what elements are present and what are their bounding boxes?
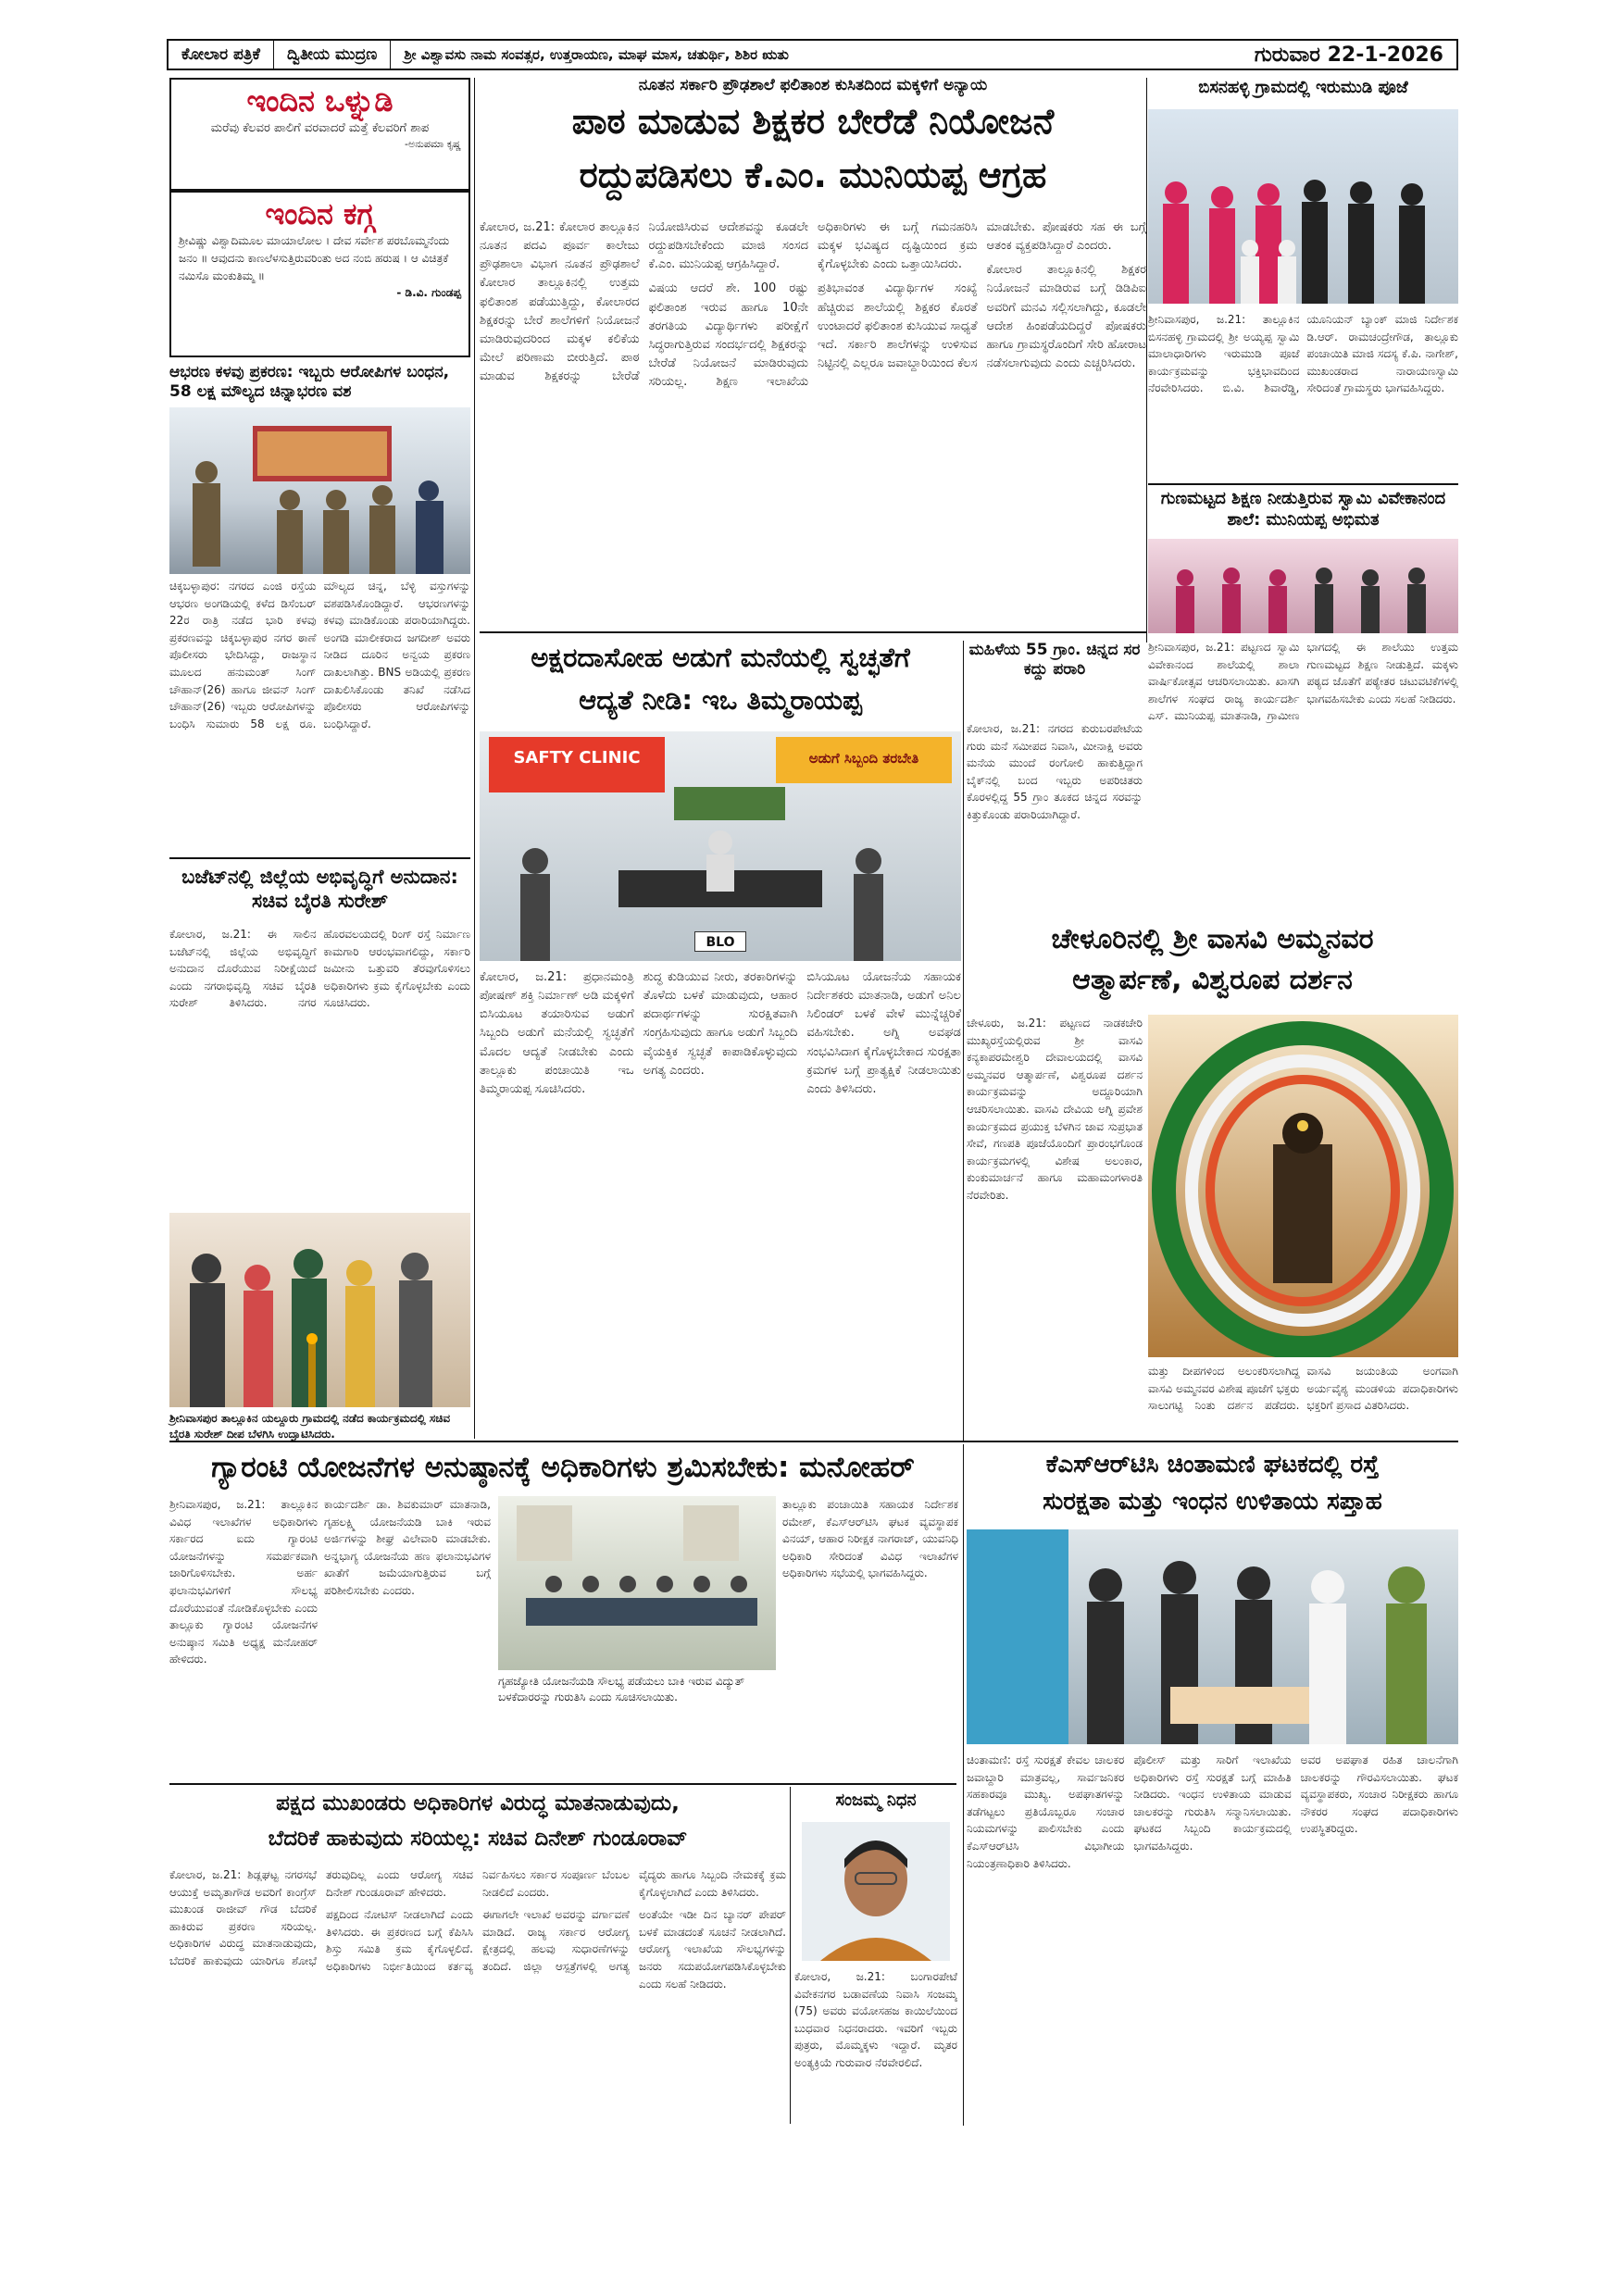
dinesh-col-2: ಪಕ್ಷದಿಂದ ನೋಟಿಸ್ ನೀಡಲಾಗಿದೆ ಎಂದು ತಿಳಿಸಿದರು. ಈ ಪ್ರಕರಣದ ಬಗ್ಗೆ ಕೆಪಿಸಿಸಿ ಶಿಸ್ತು ಸಮಿತಿ ಕ್ರಮ ಕೈಗೊಳ್ಳಲಿದೆ. ಅಧಿಕಾರಿಗಳು ನಿರ್ಭೀತಿಯಿಂದ ಕರ್ತವ್ಯ ನಿರ್ವಹಿಸಲು ಸರ್ಕಾರ ಸಂಪೂರ್ಣ ಬೆಂಬಲ ನೀಡಲಿದೆ ಎಂದರು. bbox=[326, 1868, 630, 1973]
akshara-article bbox=[480, 968, 961, 1387]
ksrtc-headline-1: ಕೆಎಸ್ಆರ್‌ಟಿಸಿ ಚಿಂತಾಮಣಿ ಘಟಕದಲ್ಲಿ ರಸ್ತೆ bbox=[1045, 1451, 1380, 1479]
portrait-illustration bbox=[802, 1822, 950, 1961]
theft-headline: ಆಭರಣ ಕಳವು ಪ್ರಕರಣ: ಇಬ್ಬರು ಆರೋಪಿಗಳ ಬಂಧನ, 58 ಲಕ್ಷ ಮೌಲ್ಯದ ಚಿನ್ನಾಭರಣ ವಶ bbox=[169, 363, 450, 402]
edition-label: ದ್ವಿತೀಯ ಮುದ್ರಣ bbox=[286, 45, 378, 64]
calendar-line: ಶ್ರೀ ವಿಶ್ವಾವಸು ನಾಮ ಸಂವತ್ಸರ, ಉತ್ತರಾಯಣ, ಮಾಘ ಮಾಸ, ಚತುರ್ಥಿ, ಶಿಶಿರ ಋತು bbox=[404, 46, 789, 63]
vasavi-photo bbox=[1148, 1015, 1458, 1357]
issue-date: ಗುರುವಾರ 22-1-2026 bbox=[1254, 43, 1443, 67]
vasavi-text: ಚೇಳೂರು, ಜ.21: ಪಟ್ಟಣದ ನಾಡಕಚೇರಿ ಮುಖ್ಯರಸ್ತೆಯಲ್ಲಿರುವ ಶ್ರೀ ವಾಸವಿ ಕನ್ಯಕಾಪರಮೇಶ್ವರಿ ದೇವಾಲಯದಲ್ಲಿ ವಾಸವಿ ಅಮ್ಮನವರ ಆತ್ಮಾರ್ಪಣೆ, ವಿಶ್ವರೂಪ ದರ್ಶನ ಕಾರ್ಯಕ್ರಮವನ್ನು ಅದ್ದೂರಿಯಾಗಿ ಆಚರಿಸಲಾಯಿತು. ವಾಸವಿ ದೇವಿಯ ಅಗ್ನಿ ಪ್ರವೇಶ ಕಾರ್ಯಕ್ರಮದ ಪ್ರಯುಕ್ತ ಬೆಳಗಿನ ಜಾವ ಸುಪ್ರಭಾತ ಸೇವೆ, ಗಣಪತಿ ಪೂಜೆಯೊಂದಿಗೆ ಪ್ರಾರಂಭಗೊಂಡ ಕಾರ್ಯಕ್ರಮಗಳಲ್ಲಿ ವಿಶೇಷ ಅಲಂಕಾರ, ಕುಂಕುಮಾರ್ಚನೆ ಹಾಗೂ ಮಹಾಮಂಗಳಾರತಿ ನೆರವೇರಿತು. bbox=[967, 1017, 1143, 1202]
thought-box bbox=[169, 78, 470, 191]
obit-title: ಸಂಜಮ್ಮ ನಿಧನ bbox=[835, 1791, 917, 1810]
vasavi-article-2 bbox=[1148, 1363, 1458, 1437]
dinesh-col-4: ಅಂತೆಯೇ ಇಡೀ ದಿನ ಬ್ಯಾನರ್ ಪೇಪರ್ ಬಳಕೆ ಮಾಡದಂತೆ ಸೂಚನೆ ನೀಡಲಾಗಿದೆ. ಆರೋಗ್ಯ ಇಲಾಖೆಯ ಸೌಲಭ್ಯಗಳನ್ನು ಜನರು ಸದುಪಯೋಗಪಡಿಸಿಕೊಳ್ಳಬೇಕು ಎಂದು ಸಲಹೆ ನೀಡಿದರು. bbox=[639, 1908, 786, 1990]
ksrtc-col-3: ಅವರ ಅಪಘಾತ ರಹಿತ ಚಾಲನೆಗಾಗಿ ಚಾಲಕರನ್ನು ಗೌರವಿಸಲಾಯಿತು. ಘಟಕ ವ್ಯವಸ್ಥಾಪಕರು, ಸಂಚಾರ ನಿರೀಕ್ಷಕರು ಹಾಗೂ ನೌಕರರ ಸಂಘದ ಪದಾಧಿಕಾರಿಗಳು ಉಪಸ್ಥಿತರಿದ್ದರು. bbox=[1300, 1753, 1458, 1836]
budget-headline: ಬಜೆಟ್‌ನಲ್ಲಿ ಜಿಲ್ಲೆಯ ಅಭಿವೃದ್ಧಿಗೆ ಅನುದಾನ: ಸಚಿವ ಬೈರತಿ ಸುರೇಶ್ bbox=[181, 866, 458, 913]
dinesh-headline-1: ಪಕ್ಷದ ಮುಖಂಡರು ಅಧಿಕಾರಿಗಳ ವಿರುದ್ಧ ಮಾತನಾಡುವುದು, bbox=[276, 1791, 680, 1816]
vasavi-article bbox=[967, 1015, 1143, 1404]
divider bbox=[169, 1783, 956, 1785]
thought-text: ಮರೆವು ಕೆಲವರ ಪಾಲಿಗೆ ವರವಾದರೆ ಮತ್ತೆ ಕೆಲವರಿಗೆ ಶಾಪ bbox=[210, 121, 430, 135]
vasavi-headline-2: ಆತ್ಮಾರ್ಪಣೆ, ವಿಶ್ವರೂಪ ದರ್ಶನ bbox=[1072, 964, 1353, 996]
school-text: ಶ್ರೀನಿವಾಸಪುರ, ಜ.21: ಪಟ್ಟಣದ ಸ್ವಾಮಿ ವಿವೇಕಾನಂದ ಶಾಲೆಯಲ್ಲಿ ಶಾಲಾ ವಾರ್ಷಿಕೋತ್ಸವ ಆಚರಿಸಲಾಯಿತು. ಖಾಸಗಿ ಶಾಲೆಗಳ ಸಂಘದ ರಾಜ್ಯ ಕಾರ್ಯದರ್ಶಿ ಎಸ್. ಮುನಿಯಪ್ಪ ಮಾತನಾಡಿ, ಗ್ರಾಮೀಣ ಭಾಗದಲ್ಲಿ ಈ ಶಾಲೆಯು ಉತ್ತಮ ಗುಣಮಟ್ಟದ ಶಿಕ್ಷಣ ನೀಡುತ್ತಿದೆ. ಮಕ್ಕಳು ಪಠ್ಯದ ಜೊತೆಗೆ ಪಠ್ಯೇತರ ಚಟುವಟಿಕೆಗಳಲ್ಲಿ ಭಾಗವಹಿಸಬೇಕು ಎಂದು ಸಲಹೆ ನೀಡಿದರು. bbox=[1148, 641, 1458, 723]
kagga-title: ಇಂದಿನ ಕಗ್ಗ bbox=[265, 196, 375, 231]
ksrtc-photo bbox=[967, 1529, 1458, 1744]
masthead bbox=[167, 39, 1458, 70]
theft-text: ಚಿಕ್ಕಬಳ್ಳಾಪುರ: ನಗರದ ಎಂಜಿ ರಸ್ತೆಯ ಆಭರಣ ಅಂಗಡಿಯಲ್ಲಿ ಕಳೆದ ಡಿಸೆಂಬರ್ 22ರ ರಾತ್ರಿ ನಡೆದ ಭಾರಿ ಕಳವು ಪ್ರಕರಣವನ್ನು ಚಿಕ್ಕಬಳ್ಳಾಪುರ ನಗರ ಠಾಣೆ ಪೊಲೀಸರು ಭೇದಿಸಿದ್ದು, ರಾಜಸ್ಥಾನ ಮೂಲದ ಹನುಮಂತ್ ಸಿಂಗ್ ಚೌಹಾನ್(26) ಹಾಗೂ ಜೀವನ್ ಸಿಂಗ್ ಚೌಹಾನ್(26) ಇಬ್ಬರು ಆರೋಪಿಗಳನ್ನು ಬಂಧಿಸಿ ಸುಮಾರು 58 ಲಕ್ಷ ರೂ. ಮೌಲ್ಯದ ಚಿನ್ನ, ಬೆಳ್ಳಿ ವಸ್ತುಗಳನ್ನು ವಶಪಡಿಸಿಕೊಂಡಿದ್ದಾರೆ. ಆಭರಣಗಳನ್ನು ಕಳವು ಮಾಡಿಕೊಂಡು ಪರಾರಿಯಾಗಿದ್ದರು. ಅಂಗಡಿ ಮಾಲೀಕರಾದ ಜಗದೀಶ್ ಅವರು ನೀಡಿದ ದೂರಿನ ಅನ್ವಯ ಪ್ರಕರಣ ದಾಖಲಾಗಿತ್ತು. BNS ಅಡಿಯಲ್ಲಿ ಪ್ರಕರಣ ದಾಖಲಿಸಿಕೊಂಡು ತನಿಖೆ ನಡೆಸಿದ ಪೊಲೀಸರು ಆರೋಪಿಗಳನ್ನು ಬಂಧಿಸಿದ್ದಾರೆ. bbox=[169, 580, 470, 730]
theft-photo bbox=[169, 407, 470, 574]
guarantee-text-3: ತಾಲ್ಲೂಕು ಪಂಚಾಯಿತಿ ಸಹಾಯಕ ನಿರ್ದೇಶಕ ರಮೇಶ್, ಕೆಎಸ್‌ಆರ್‌ಟಿಸಿ ಘಟಕ ವ್ಯವಸ್ಥಾಪಕ ವಿನಯ್, ಆಹಾರ ನಿರೀಕ್ಷಕ ನಾಗರಾಜ್, ಯುವನಿಧಿ ಅಧಿಕಾರಿ ಸೇರಿದಂತೆ ವಿವಿಧ ಇಲಾಖೆಗಳ ಅಧಿಕಾರಿಗಳು ಸಭೆಯಲ್ಲಿ ಭಾಗವಹಿಸಿದ್ದರು. bbox=[782, 1498, 958, 1580]
devotees-illustration bbox=[1148, 109, 1458, 304]
lead-col-2: ವಿಷಯ ಆದರೆ ಶೇ. 100 ರಷ್ಟು ಫಲಿತಾಂಶ ಇರುವ ಹಾಗೂ 10ನೇ ತರಗತಿಯ ವಿದ್ಯಾರ್ಥಿಗಳು ಪರೀಕ್ಷೆಗೆ ಸಿದ್ಧರಾಗುತ್ತಿರುವ ಸಂದರ್ಭದಲ್ಲಿ ಶಿಕ್ಷಕರನ್ನು ಬೇರೆಡೆ ನಿಯೋಜನೆ ಮಾಡಿರುವುದು ಸರಿಯಲ್ಲ. ಶಿಕ್ಷಣ ಇಲಾಖೆಯ ಅಧಿಕಾರಿಗಳು ಈ ಬಗ್ಗೆ ಗಮನಹರಿಸಿ ಮಕ್ಕಳ ಭವಿಷ್ಯದ ದೃಷ್ಟಿಯಿಂದ ಕ್ರಮ ಕೈಗೊಳ್ಳಬೇಕು ಎಂದು ಒತ್ತಾಯಿಸಿದರು. bbox=[648, 220, 978, 390]
divider bbox=[480, 631, 1146, 633]
lead-kicker: ನೂತನ ಸರ್ಕಾರಿ ಪ್ರೌಢಶಾಲೆ ಫಲಿತಾಂಶ ಕುಸಿತದಿಂದ ಮಕ್ಕಳಿಗೆ ಅನ್ಯಾಯ bbox=[638, 76, 988, 94]
safety-banner: SAFTY CLINIC bbox=[513, 748, 641, 767]
goddess-decoration-illustration bbox=[1148, 1015, 1458, 1357]
akshara-headline-2: ಆದ್ಯತೆ ನೀಡಿ: ಇಒ ತಿಮ್ಮರಾಯಪ್ಪ bbox=[579, 684, 862, 716]
irumudi-title: ಬಿಸನಹಳ್ಳಿ ಗ್ರಾಮದಲ್ಲಿ ಇರುಮುಡಿ ಪೂಜೆ bbox=[1198, 78, 1408, 97]
column-rule bbox=[963, 1444, 964, 2126]
dinesh-col-3: ಈಗಾಗಲೇ ಇಲಾಖೆ ಅವರನ್ನು ವರ್ಗಾವಣೆ ಮಾಡಿದೆ. ರಾಜ್ಯ ಸರ್ಕಾರ ಆರೋಗ್ಯ ಕ್ಷೇತ್ರದಲ್ಲಿ ಹಲವು ಸುಧಾರಣೆಗಳನ್ನು ತಂದಿದೆ. ಜಿಲ್ಲಾ ಆಸ್ಪತ್ರೆಗಳಲ್ಲಿ ಅಗತ್ಯ ವೈದ್ಯರು ಹಾಗೂ ಸಿಬ್ಬಂದಿ ನೇಮಕಕ್ಕೆ ಕ್ರಮ ಕೈಗೊಳ್ಳಲಾಗಿದೆ ಎಂದು ತಿಳಿಸಿದರು. bbox=[482, 1868, 786, 1973]
akshara-col-1: ಕೋಲಾರ, ಜ.21: ಪ್ರಧಾನಮಂತ್ರಿ ಪೋಷಣ್ ಶಕ್ತಿ ನಿರ್ಮಾಣ್ ಅಡಿ ಮಕ್ಕಳಿಗೆ ಬಿಸಿಯೂಟ ತಯಾರಿಸುವ ಅಡುಗೆ ಸಿಬ್ಬಂದಿ ಅಡುಗೆ ಮನೆಯಲ್ಲಿ ಸ್ವಚ್ಛತೆಗೆ ಮೊದಲ ಆದ್ಯತೆ ನೀಡಬೇಕು ಎಂದು ತಾಲ್ಲೂಕು ಪಂಚಾಯಿತಿ ಇಒ ತಿಮ್ಮರಾಯಪ್ಪ ಸೂಚಿಸಿದರು. bbox=[480, 970, 634, 1096]
dinesh-col-1: ಕೋಲಾರ, ಜ.21: ಶಿಡ್ಲಘಟ್ಟ ನಗರಸಭೆ ಆಯುಕ್ತೆ ಅಮೃತಾಗೌಡ ಅವರಿಗೆ ಕಾಂಗ್ರೆಸ್ ಮುಖಂಡ ರಾಜೀವ್ ಗೌಡ ಬೆದರಿಕೆ ಹಾಕಿರುವ ಪ್ರಕರಣ ಸರಿಯಲ್ಲ. ಅಧಿಕಾರಿಗಳ ವಿರುದ್ಧ ಮಾತನಾಡುವುದು, ಬೆದರಿಕೆ ಹಾಕುವುದು ಯಾರಿಗೂ ಶೋಭೆ ತರುವುದಿಲ್ಲ ಎಂದು ಆರೋಗ್ಯ ಸಚಿವ ದಿನೇಶ್ ಗುಂಡೂರಾವ್ ಹೇಳಿದರು. bbox=[169, 1868, 473, 1967]
police-group-illustration bbox=[169, 407, 470, 574]
training-banner: ಅಡುಗೆ ಸಿಬ್ಬಂದಿ ತರಬೇತಿ bbox=[808, 750, 919, 767]
lead-col-4: ಕೋಲಾರ ತಾಲ್ಲೂಕಿನಲ್ಲಿ ಶಿಕ್ಷಕರ ನಿಯೋಜನೆ ಮಾಡಿರುವ ಬಗ್ಗೆ ಡಿಡಿಪಿಐ ಅವರಿಗೆ ಮನವಿ ಸಲ್ಲಿಸಲಾಗಿದ್ದು, ಕೂಡಲೇ ಆದೇಶ ಹಿಂಪಡೆಯದಿದ್ದರೆ ಪೋಷಕರು ಹಾಗೂ ಗ್ರಾಮಸ್ಥರೊಂದಿಗೆ ಸೇರಿ ಹೋರಾಟ ನಡೆಸಲಾಗುವುದು ಎಂದು ಎಚ್ಚರಿಸಿದರು. bbox=[986, 263, 1146, 370]
dinesh-article bbox=[169, 1866, 786, 2122]
lead-col-3: ಪ್ರತಿಭಾವಂತ ವಿದ್ಯಾರ್ಥಿಗಳ ಸಂಖ್ಯೆ ಹೆಚ್ಚಿರುವ ಶಾಲೆಯಲ್ಲಿ ಶಿಕ್ಷಕರ ಕೊರತೆ ಉಂಟಾದರೆ ಫಲಿತಾಂಶ ಕುಸಿಯುವ ಸಾಧ್ಯತೆ ಇದೆ. ಸರ್ಕಾರಿ ಶಾಲೆಗಳನ್ನು ಉಳಿಸುವ ನಿಟ್ಟಿನಲ್ಲಿ ಎಲ್ಲರೂ ಜವಾಬ್ದಾರಿಯಿಂದ ಕೆಲಸ ಮಾಡಬೇಕು. ಪೋಷಕರು ಸಹ ಈ ಬಗ್ಗೆ ಆತಂಕ ವ್ಯಕ್ತಪಡಿಸಿದ್ದಾರೆ ಎಂದರು. bbox=[818, 220, 1146, 370]
blo-sign: BLO bbox=[694, 931, 746, 952]
lamp-lighting-illustration bbox=[169, 1213, 470, 1407]
ksrtc-article bbox=[967, 1752, 1458, 2122]
column-rule bbox=[790, 1787, 791, 2124]
dinesh-headline-2: ಬೆದರಿಕೆ ಹಾಕುವುದು ಸರಿಯಲ್ಲ: ಸಚಿವ ದಿನೇಶ್ ಗುಂಡೂರಾವ್ bbox=[268, 1827, 688, 1851]
meeting-caption: ಗೃಹಜ್ಯೋತಿ ಯೋಜನೆಯಡಿ ಸೌಲಭ್ಯ ಪಡೆಯಲು ಬಾಕಿ ಇರುವ ವಿದ್ಯುತ್ ಬಳಕೆದಾರರನ್ನು ಗುರುತಿಸಿ ಎಂದು ಸೂಚಿಸಲಾಯಿತು. bbox=[498, 1675, 745, 1703]
chain-theft-text: ಕೋಲಾರ, ಜ.21: ನಗರದ ಕುರುಬರಪೇಟೆಯ ಗುರು ಮನೆ ಸಮೀಪದ ನಿವಾಸಿ, ಮೀನಾಕ್ಷಿ ಅವರು ಮನೆಯ ಮುಂದೆ ರಂಗೋಲಿ ಹಾಕುತ್ತಿದ್ದಾಗ ಬೈಕ್‌ನಲ್ಲಿ ಬಂದ ಇಬ್ಬರು ಅಪರಿಚಿತರು ಕೊರಳಲ್ಲಿದ್ದ 55 ಗ್ರಾಂ ತೂಕದ ಚಿನ್ನದ ಸರವನ್ನು ಕಿತ್ತುಕೊಂಡು ಪರಾರಿಯಾಗಿದ್ದಾರೆ. bbox=[967, 722, 1143, 821]
thought-author: -ಅನುಪಮಾ ಕೃಷ್ಣ bbox=[405, 137, 461, 150]
akshara-photo bbox=[480, 731, 961, 961]
irumudi-article bbox=[1148, 311, 1458, 481]
lead-headline-1: ಪಾಠ ಮಾಡುವ ಶಿಕ್ಷಕರ ಬೇರೆಡೆ ನಿಯೋಜನೆ bbox=[571, 101, 1055, 142]
column-rule bbox=[963, 641, 964, 1441]
guarantee-headline: ಗ್ಯಾರಂಟಿ ಯೋಜನೆಗಳ ಅನುಷ್ಠಾನಕ್ಕೆ ಅಧಿಕಾರಿಗಳು ಶ್ರಮಿಸಬೇಕು: ಮನೋಹರ್ bbox=[211, 1451, 915, 1484]
divider bbox=[1148, 483, 1458, 485]
obit-photo bbox=[802, 1822, 950, 1961]
kagga-text: ಶ್ರೀವಿಷ್ಣು ವಿಶ್ವಾದಿಮೂಲ ಮಾಯಾಲೋಲ । ದೇವ ಸರ್ವೇಶ ಪರಬೊಮ್ಮನೆಂದು ಜನಂ ॥ ಆವುದನು ಕಾಣಲೆಳಸುತ್ತಿರುವರಿಂತು ಅದ ನಂಬಿ ಹರುಷ । ಆ ವಿಚಿತ್ರಕೆ ನಮಿಸೊ ಮಂಕುತಿಮ್ಮ ॥ bbox=[179, 234, 450, 283]
stage-guests-illustration bbox=[1148, 539, 1458, 633]
chain-theft-headline: ಮಹಿಳೆಯ 55 ಗ್ರಾಂ. ಚಿನ್ನದ ಸರ ಕದ್ದು ಪರಾರಿ bbox=[968, 641, 1141, 680]
ksrtc-col-1: ಚಿಂತಾಮಣಿ: ರಸ್ತೆ ಸುರಕ್ಷತೆ ಕೇವಲ ಚಾಲಕರ ಜವಾಬ್ದಾರಿ ಮಾತ್ರವಲ್ಲ, ಸಾರ್ವಜನಿಕರ ಸಹಕಾರವೂ ಮುಖ್ಯ. ಅಪಘಾತಗಳನ್ನು ತಡೆಗಟ್ಟಲು ಪ್ರತಿಯೊಬ್ಬರೂ ಸಂಚಾರ ನಿಯಮಗಳನ್ನು ಪಾಲಿಸಬೇಕು ಎಂದು ಕೆಎಸ್ಆರ್‌ಟಿಸಿ ವಿಭಾಗೀಯ ನಿಯಂತ್ರಣಾಧಿಕಾರಿ ತಿಳಿಸಿದರು. bbox=[967, 1753, 1125, 1870]
akshara-col-2: ಶುದ್ಧ ಕುಡಿಯುವ ನೀರು, ತರಕಾರಿಗಳನ್ನು ತೊಳೆದು ಬಳಕೆ ಮಾಡುವುದು, ಆಹಾರ ಪದಾರ್ಥಗಳನ್ನು ಸುರಕ್ಷಿತವಾಗಿ ಸಂಗ್ರಹಿಸುವುದು ಹಾಗೂ ಅಡುಗೆ ಸಿಬ್ಬಂದಿ ವೈಯಕ್ತಿಕ ಸ್ವಚ್ಛತೆ ಕಾಪಾಡಿಕೊಳ್ಳುವುದು ಅಗತ್ಯ ಎಂದರು. bbox=[643, 970, 798, 1078]
paper-name: ಕೋಲಾರ ಪತ್ರಿಕೆ bbox=[181, 45, 260, 64]
guarantee-text-1: ಶ್ರೀನಿವಾಸಪುರ, ಜ.21: ತಾಲ್ಲೂಕಿನ ವಿವಿಧ ಇಲಾಖೆಗಳ ಅಧಿಕಾರಿಗಳು ಸರ್ಕಾರದ ಐದು ಗ್ಯಾರಂಟಿ ಯೋಜನೆಗಳನ್ನು ಸಮರ್ಪಕವಾಗಿ ಜಾರಿಗೊಳಿಸಬೇಕು. ಅರ್ಹ ಫಲಾನುಭವಿಗಳಿಗೆ ಸೌಲಭ್ಯ ದೊರೆಯುವಂತೆ ನೋಡಿಕೊಳ್ಳಬೇಕು ಎಂದು ತಾಲ್ಲೂಕು ಗ್ಯಾರಂಟಿ ಯೋಜನೆಗಳ ಅನುಷ್ಠಾನ ಸಮಿತಿ ಅಧ್ಯಕ್ಷ ಮನೋಹರ್ ಹೇಳಿದರು. bbox=[169, 1498, 318, 1666]
lead-col-1: ಕೋಲಾರ, ಜ.21: ಕೋಲಾರ ತಾಲ್ಲೂಕಿನ ನೂತನ ಪದವಿ ಪೂರ್ವ ಕಾಲೇಜು ಪ್ರೌಢಶಾಲಾ ವಿಭಾಗ ನೂತನ ಪ್ರೌಢಶಾಲೆ ಕೋಲಾರ ತಾಲ್ಲೂಕಿನಲ್ಲಿ ಉತ್ತಮ ಫಲಿತಾಂಶ ಪಡೆಯುತ್ತಿದ್ದು, ಕೋಲಾರದ ಶಿಕ್ಷಕರನ್ನು ಬೇರೆ ಶಾಲೆಗಳಿಗೆ ನಿಯೋಜನೆ ಮಾಡಿರುವುದರಿಂದ ಮಕ್ಕಳ ಕಲಿಕೆಯ ಮೇಲೆ ಪರಿಣಾಮ ಬೀರುತ್ತಿದೆ. ಪಾಠ ಮಾಡುವ ಶಿಕ್ಷಕರನ್ನು ಬೇರೆಡೆ ನಿಯೋಜಿಸಿರುವ ಆದೇಶವನ್ನು ಕೂಡಲೇ ರದ್ದುಪಡಿಸಬೇಕೆಂದು ಮಾಜಿ ಸಂಸದ ಕೆ.ಎಂ. ಮುನಿಯಪ್ಪ ಆಗ್ರಹಿಸಿದ್ದಾರೆ. bbox=[480, 220, 808, 384]
school-title: ಗುಣಮಟ್ಟದ ಶಿಕ್ಷಣ ನೀಡುತ್ತಿರುವ ಸ್ವಾಮಿ ವಿವೇಕಾನಂದ ಶಾಲೆ: ಮುನಿಯಪ್ಪ ಅಭಿಮತ bbox=[1160, 489, 1446, 530]
irumudi-photo bbox=[1148, 109, 1458, 304]
guarantee-col-2 bbox=[324, 1496, 491, 1779]
guarantee-col-1 bbox=[169, 1496, 318, 1779]
vasavi-headline-1: ಚೇಳೂರಿನಲ್ಲಿ ಶ್ರೀ ವಾಸವಿ ಅಮ್ಮನವರ bbox=[1051, 923, 1374, 955]
akshara-col-3: ಬಿಸಿಯೂಟ ಯೋಜನೆಯ ಸಹಾಯಕ ನಿರ್ದೇಶಕರು ಮಾತನಾಡಿ, ಅಡುಗೆ ಅನಿಲ ಸಿಲಿಂಡರ್ ಬಳಕೆ ವೇಳೆ ಮುನ್ನೆಚ್ಚರಿಕೆ ವಹಿಸಬೇಕು. ಅಗ್ನಿ ಅವಘಡ ಸಂಭವಿಸಿದಾಗ ಕೈಗೊಳ್ಳಬೇಕಾದ ಸುರಕ್ಷತಾ ಕ್ರಮಗಳ ಬಗ್ಗೆ ಪ್ರಾತ್ಯಕ್ಷಿಕೆ ನೀಡಲಾಯಿತು ಎಂದು ತಿಳಿಸಿದರು. bbox=[806, 970, 961, 1096]
meeting-illustration bbox=[498, 1496, 776, 1670]
ksrtc-headline-2: ಸುರಕ್ಷತಾ ಮತ್ತು ಇಂಧನ ಉಳಿತಾಯ ಸಪ್ತಾಹ bbox=[1043, 1488, 1382, 1516]
obit-article bbox=[794, 1968, 957, 2122]
school-article bbox=[1148, 639, 1458, 917]
theft-article bbox=[169, 578, 470, 854]
vasavi-text-2: ಮತ್ತು ದೀಪಗಳಿಂದ ಅಲಂಕರಿಸಲಾಗಿದ್ದ ವಾಸವಿ ಅಮ್ಮನವರ ವಿಶೇಷ ಪೂಜೆಗೆ ಭಕ್ತರು ಸಾಲುಗಟ್ಟಿ ನಿಂತು ದರ್ಶನ ಪಡೆದರು. ವಾಸವಿ ಜಯಂತಿಯ ಅಂಗವಾಗಿ ಅರ್ಯವೈಶ್ಯ ಮಂಡಳಿಯ ಪದಾಧಿಕಾರಿಗಳು ಭಕ್ತರಿಗೆ ಪ್ರಸಾದ ವಿತರಿಸಿದರು. bbox=[1148, 1365, 1458, 1413]
cake-cutting-illustration bbox=[967, 1529, 1458, 1744]
budget-article bbox=[169, 926, 470, 1204]
lead-headline-2: ರದ್ದುಪಡಿಸಲು ಕೆ.ಎಂ. ಮುನಿಯಪ್ಪ ಆಗ್ರಹ bbox=[579, 155, 1047, 195]
guarantee-text-2: ಕಾರ್ಯದರ್ಶಿ ಡಾ. ಶಿವಕುಮಾರ್ ಮಾತನಾಡಿ, ಗೃಹಲಕ್ಷ್ಮಿ ಯೋಜನೆಯಡಿ ಬಾಕಿ ಇರುವ ಅರ್ಜಿಗಳನ್ನು ಶೀಘ್ರ ವಿಲೇವಾರಿ ಮಾಡಬೇಕು. ಅನ್ನಭಾಗ್ಯ ಯೋಜನೆಯ ಹಣ ಫಲಾನುಭವಿಗಳ ಖಾತೆಗೆ ಜಮೆಯಾಗುತ್ತಿರುವ ಬಗ್ಗೆ ಪರಿಶೀಲಿಸಬೇಕು ಎಂದರು. bbox=[324, 1498, 491, 1597]
minister-caption: ಶ್ರೀನಿವಾಸಪುರ ತಾಲ್ಲೂಕಿನ ಯಲ್ದೂರು ಗ್ರಾಮದಲ್ಲಿ ನಡೆದ ಕಾರ್ಯಕ್ರಮದಲ್ಲಿ ಸಚಿವ ಬೈರತಿ ಸುರೇಶ್ ದೀಪ ಬೆಳಗಿಸಿ ಉದ್ಘಾಟಿಸಿದರು. bbox=[169, 1412, 451, 1441]
column-rule bbox=[1146, 78, 1147, 643]
kagga-box bbox=[169, 191, 470, 357]
minister-photo bbox=[169, 1213, 470, 1407]
ksrtc-col-2: ಪೊಲೀಸ್ ಮತ್ತು ಸಾರಿಗೆ ಇಲಾಖೆಯ ಅಧಿಕಾರಿಗಳು ರಸ್ತೆ ಸುರಕ್ಷತೆ ಬಗ್ಗೆ ಮಾಹಿತಿ ನೀಡಿದರು. ಇಂಧನ ಉಳಿತಾಯ ಮಾಡುವ ಚಾಲಕರನ್ನು ಗುರುತಿಸಿ ಸನ್ಮಾನಿಸಲಾಯಿತು. ಘಟಕದ ಸಿಬ್ಬಂದಿ ಕಾರ್ಯಕ್ರಮದಲ್ಲಿ ಭಾಗವಹಿಸಿದ್ದರು. bbox=[1133, 1753, 1292, 1853]
budget-text: ಕೋಲಾರ, ಜ.21: ಈ ಸಾಲಿನ ಬಜೆಟ್‌ನಲ್ಲಿ ಜಿಲ್ಲೆಯ ಅಭಿವೃದ್ಧಿಗೆ ಅನುದಾನ ದೊರೆಯುವ ನಿರೀಕ್ಷೆಯಿದೆ ಎಂದು ನಗರಾಭಿವೃದ್ಧಿ ಸಚಿವ ಬೈರತಿ ಸುರೇಶ್ ತಿಳಿಸಿದರು. ನಗರ ಹೊರವಲಯದಲ್ಲಿ ರಿಂಗ್ ರಸ್ತೆ ನಿರ್ಮಾಣ ಕಾಮಗಾರಿ ಆರಂಭವಾಗಲಿದ್ದು, ಸರ್ಕಾರಿ ಜಮೀನು ಒತ್ತುವರಿ ತೆರವುಗೊಳಿಸಲು ಅಧಿಕಾರಿಗಳು ಕ್ರಮ ಕೈಗೊಳ್ಳಬೇಕು ಎಂದು ಸೂಚಿಸಿದರು. bbox=[169, 928, 470, 1010]
thought-title: ಇಂದಿನ ಒಳ್ನುಡಿ bbox=[246, 83, 394, 119]
akshara-headline-1: ಅಕ್ಷರದಾಸೋಹ ಅಡುಗೆ ಮನೆಯಲ್ಲಿ ಸ್ವಚ್ಛತೆಗೆ bbox=[531, 642, 910, 673]
divider bbox=[169, 1441, 1458, 1442]
lead-article bbox=[480, 218, 1146, 626]
meeting-photo bbox=[498, 1496, 776, 1670]
divider bbox=[169, 857, 470, 859]
school-photo bbox=[1148, 539, 1458, 633]
guarantee-col-3 bbox=[782, 1496, 958, 1779]
obit-text: ಕೋಲಾರ, ಜ.21: ಬಂಗಾರಪೇಟೆ ವಿವೇಕನಗರ ಬಡಾವಣೆಯ ನಿವಾಸಿ ಸಂಜಮ್ಮ (75) ಅವರು ವಯೋಸಹಜ ಕಾಯಿಲೆಯಿಂದ ಬುಧವಾರ ನಿಧನರಾದರು. ಇವರಿಗೆ ಇಬ್ಬರು ಪುತ್ರರು, ಮೊಮ್ಮಕ್ಕಳು ಇದ್ದಾರೆ. ಮೃತರ ಅಂತ್ಯಕ್ರಿಯೆ ಗುರುವಾರ ನೆರವೇರಲಿದೆ. bbox=[794, 1970, 957, 2069]
chain-theft-article bbox=[967, 720, 1143, 917]
irumudi-text: ಶ್ರೀನಿವಾಸಪುರ, ಜ.21: ತಾಲ್ಲೂಕಿನ ಬಿಸನಹಳ್ಳಿ ಗ್ರಾಮದಲ್ಲಿ ಶ್ರೀ ಅಯ್ಯಪ್ಪ ಸ್ವಾಮಿ ಮಾಲಾಧಾರಿಗಳು ಇರುಮುಡಿ ಪೂಜೆ ಕಾರ್ಯಕ್ರಮವನ್ನು ಭಕ್ತಿಭಾವದಿಂದ ನೆರವೇರಿಸಿದರು. ಬಿ.ವಿ. ಶಿವಾರೆಡ್ಡಿ, ಯೂನಿಯನ್ ಬ್ಯಾಂಕ್ ಮಾಜಿ ನಿರ್ದೇಶಕ ಡಿ.ಆರ್. ರಾಮಚಂದ್ರೇಗೌಡ, ತಾಲ್ಲೂಕು ಪಂಚಾಯಿತಿ ಮಾಜಿ ಸದಸ್ಯ ಕೆ.ಪಿ. ನಾಗೇಶ್, ಮುಖಂಡರಾದ ನಾರಾಯಣಸ್ವಾಮಿ ಸೇರಿದಂತೆ ಗ್ರಾಮಸ್ಥರು ಭಾಗವಹಿಸಿದ್ದರು. bbox=[1148, 313, 1458, 395]
column-rule bbox=[474, 78, 475, 1439]
kagga-author: - ಡಿ.ವಿ. ಗುಂಡಪ್ಪ bbox=[396, 285, 461, 299]
